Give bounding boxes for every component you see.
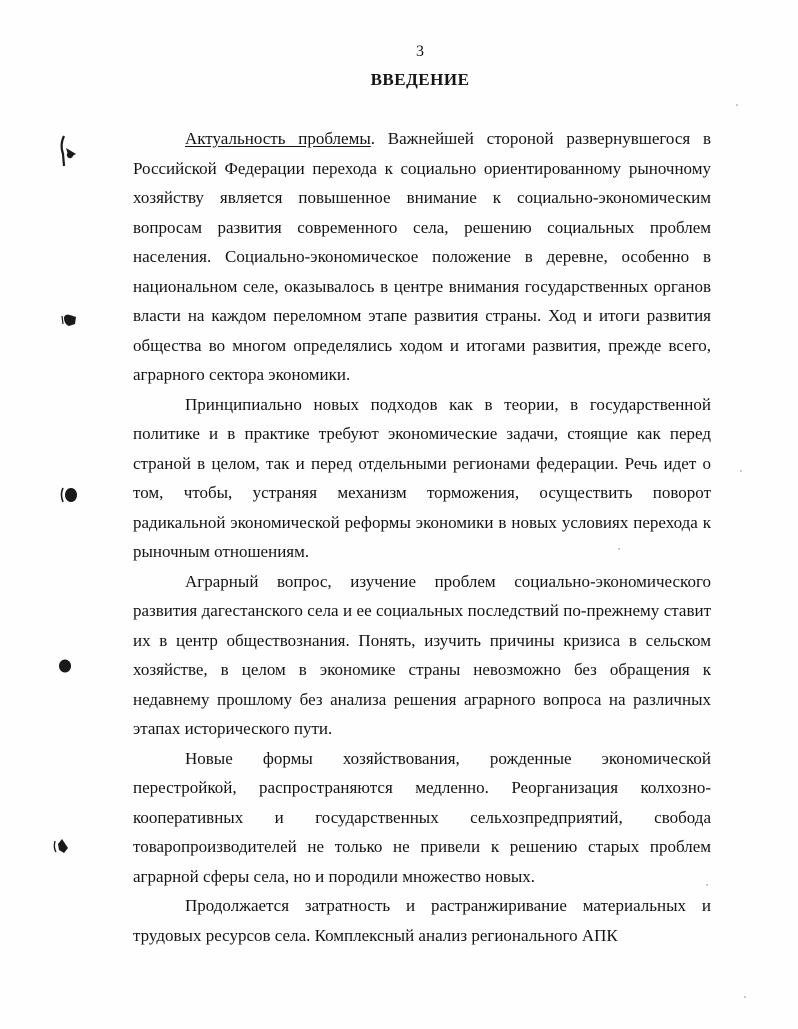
scan-artifact-3 bbox=[60, 484, 80, 506]
page-number: 3 bbox=[416, 43, 424, 60]
scan-artifact-4 bbox=[56, 656, 74, 676]
paragraph-2: Принципиально новых подходов как в теории, в государственной политике и в практике требуют экономические задачи, стоящие как перед страной в целом, так и перед отдельными регионами федерации. Речь идет о том, чтобы, устраняя механизм торможения, осуществить поворот радикальной экономической реформы экономики в новых условиях перехода к рыночным отношениям. bbox=[133, 394, 711, 561]
scan-speck bbox=[706, 884, 708, 886]
paragraph-5: Продолжается затратность и растранжиривание материальных и трудовых ресурсов села. Комплексный анализ регионального АПК bbox=[133, 896, 711, 945]
scan-speck bbox=[744, 996, 746, 998]
scan-artifact-2 bbox=[60, 312, 80, 330]
scan-speck bbox=[618, 548, 620, 550]
paragraph-3: Аграрный вопрос, изучение проблем социально-экономического развития дагестанского села и ее социальных последствий по-прежнему ставит их в центр обществознания. Понять, изучить причины кризиса в сельском хозяйстве, в целом в экономике страны невозможно без обращения к недавнему прошлому без анализа решения аграрного вопроса на различных этапах исторического пути. bbox=[133, 571, 711, 738]
body-text bbox=[133, 124, 711, 950]
scan-artifact-5 bbox=[52, 836, 72, 856]
scan-speck bbox=[736, 104, 738, 106]
paragraph-1-text: . Важнейшей стороной развернувшегося в Российской Федерации перехода к социально ориентированному рыночному хозяйству является повышенное внимание к социально-экономическим вопросам развития современного села, решению социальных проблем населения. Социально-экономическое положение в деревне, особенно в национальном селе, оказывалось в центре внимания государственных органов власти на каждом переломном этапе развития страны. Ход и итоги развития общества во многом определялись ходом и итогами развития, прежде всего, аграрного сектора экономики. bbox=[133, 129, 711, 384]
scan-speck bbox=[740, 470, 742, 472]
page-title: ВВЕДЕНИЕ bbox=[370, 70, 470, 89]
paragraph-1 bbox=[133, 124, 711, 390]
section-lead: Актуальность проблемы bbox=[185, 129, 371, 148]
scan-artifact-1 bbox=[58, 134, 80, 170]
paragraph-4: Новые формы хозяйствования, рожденные экономической перестройкой, распространяются медленно. Реорганизация колхозно-кооперативных и государственных сельхозпредприятий, свобода товаропроизводителей не только не привели к решению старых проблем аграрной сферы села, но и породили множество новых. bbox=[133, 748, 711, 886]
